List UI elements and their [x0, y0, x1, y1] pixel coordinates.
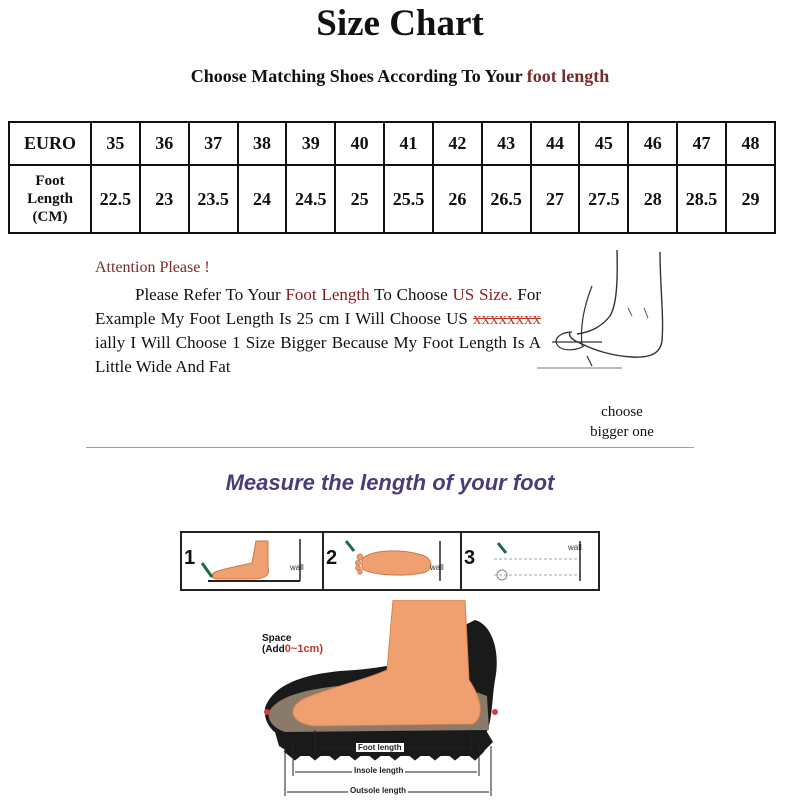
advice-us-size: US Size. — [452, 285, 513, 304]
foot-length-cell: 26.5 — [482, 165, 531, 233]
outsole-length-label: Outsole length — [350, 786, 406, 795]
foot-length-label: Foot length — [358, 743, 402, 752]
foot-length-cell: 24.5 — [286, 165, 335, 233]
step-3-box — [460, 531, 600, 591]
foot-length-cell: 27 — [531, 165, 580, 233]
foot-length-cell: 27.5 — [579, 165, 628, 233]
euro-size-cell: 42 — [433, 122, 482, 165]
euro-size-cell: 47 — [677, 122, 726, 165]
size-table — [8, 121, 776, 234]
foot-length-cell: 25.5 — [384, 165, 433, 233]
advice-text: ially I Will Choose 1 Size Bigger Because My Foot Length Is A Little Wide And Fat — [95, 333, 541, 376]
advice-text: To Choose — [369, 285, 453, 304]
euro-size-cell: 46 — [628, 122, 677, 165]
choose-note-line: bigger one — [590, 424, 654, 440]
euro-size-cell: 41 — [384, 122, 433, 165]
page-subtitle — [0, 66, 800, 87]
euro-row — [9, 122, 775, 165]
measure-title: Measure the length of your foot — [225, 470, 555, 495]
euro-header: EURO — [9, 122, 91, 165]
subtitle-highlight: foot length — [526, 66, 610, 86]
space-label-range — [262, 644, 323, 655]
step-1-box — [180, 531, 324, 591]
foot-length-header-line: Foot — [35, 173, 65, 189]
subtitle-prefix: Choose Matching Shoes According To Your — [190, 66, 527, 86]
euro-size-cell: 40 — [335, 122, 384, 165]
euro-size-cell: 36 — [140, 122, 189, 165]
section-divider — [86, 447, 694, 448]
advice-foot-length: Foot Length — [285, 285, 370, 304]
foot-side-view-icon — [200, 537, 318, 585]
euro-size-cell: 45 — [579, 122, 628, 165]
step-2-box — [322, 531, 462, 591]
euro-size-cell: 35 — [91, 122, 140, 165]
foot-length-cell: 28.5 — [677, 165, 726, 233]
space-label-title: Space — [262, 633, 292, 644]
advice-text: For Example My Foot Length Is 25 cm I Will Choose US — [95, 285, 541, 328]
space-add: (Add — [262, 644, 285, 655]
space-label — [262, 633, 323, 655]
euro-size-cell: 37 — [189, 122, 238, 165]
choose-note-line: choose — [601, 404, 643, 420]
foot-length-cell: 28 — [628, 165, 677, 233]
wall-label: wall — [290, 563, 304, 572]
wall-label: wall — [568, 543, 582, 552]
step-number: 3 — [464, 547, 476, 569]
foot-top-view-icon — [342, 537, 456, 585]
attention-heading: Attention Please ! — [95, 259, 210, 276]
foot-length-cell: 29 — [726, 165, 775, 233]
euro-size-cell: 44 — [531, 122, 580, 165]
foot-length-cell: 25 — [335, 165, 384, 233]
advice-text: Please Refer To Your — [135, 285, 286, 304]
advice-redacted: xxxxxxxx — [473, 309, 541, 328]
foot-length-cell: 26 — [433, 165, 482, 233]
foot-length-header-line: Length — [27, 191, 73, 207]
foot-length-cell: 23 — [140, 165, 189, 233]
euro-size-cell: 48 — [726, 122, 775, 165]
foot-length-header-line: (CM) — [32, 209, 68, 225]
wall-label: wall — [430, 563, 444, 572]
step-number: 2 — [326, 547, 338, 569]
page-title: Size Chart — [316, 3, 484, 44]
insole-length-label: Insole length — [354, 766, 404, 775]
euro-size-cell: 38 — [238, 122, 287, 165]
choose-bigger-note — [574, 402, 670, 442]
foot-length-cell: 24 — [238, 165, 287, 233]
foot-sketch-icon — [532, 246, 682, 376]
foot-length-header — [9, 165, 91, 233]
size-advice-paragraph — [95, 283, 541, 379]
space-range: 0~1cm) — [284, 643, 324, 655]
euro-size-cell: 43 — [482, 122, 531, 165]
foot-length-cell: 23.5 — [189, 165, 238, 233]
euro-size-cell: 39 — [286, 122, 335, 165]
foot-length-cell: 22.5 — [91, 165, 140, 233]
step-number: 1 — [184, 547, 196, 569]
foot-length-row — [9, 165, 775, 233]
